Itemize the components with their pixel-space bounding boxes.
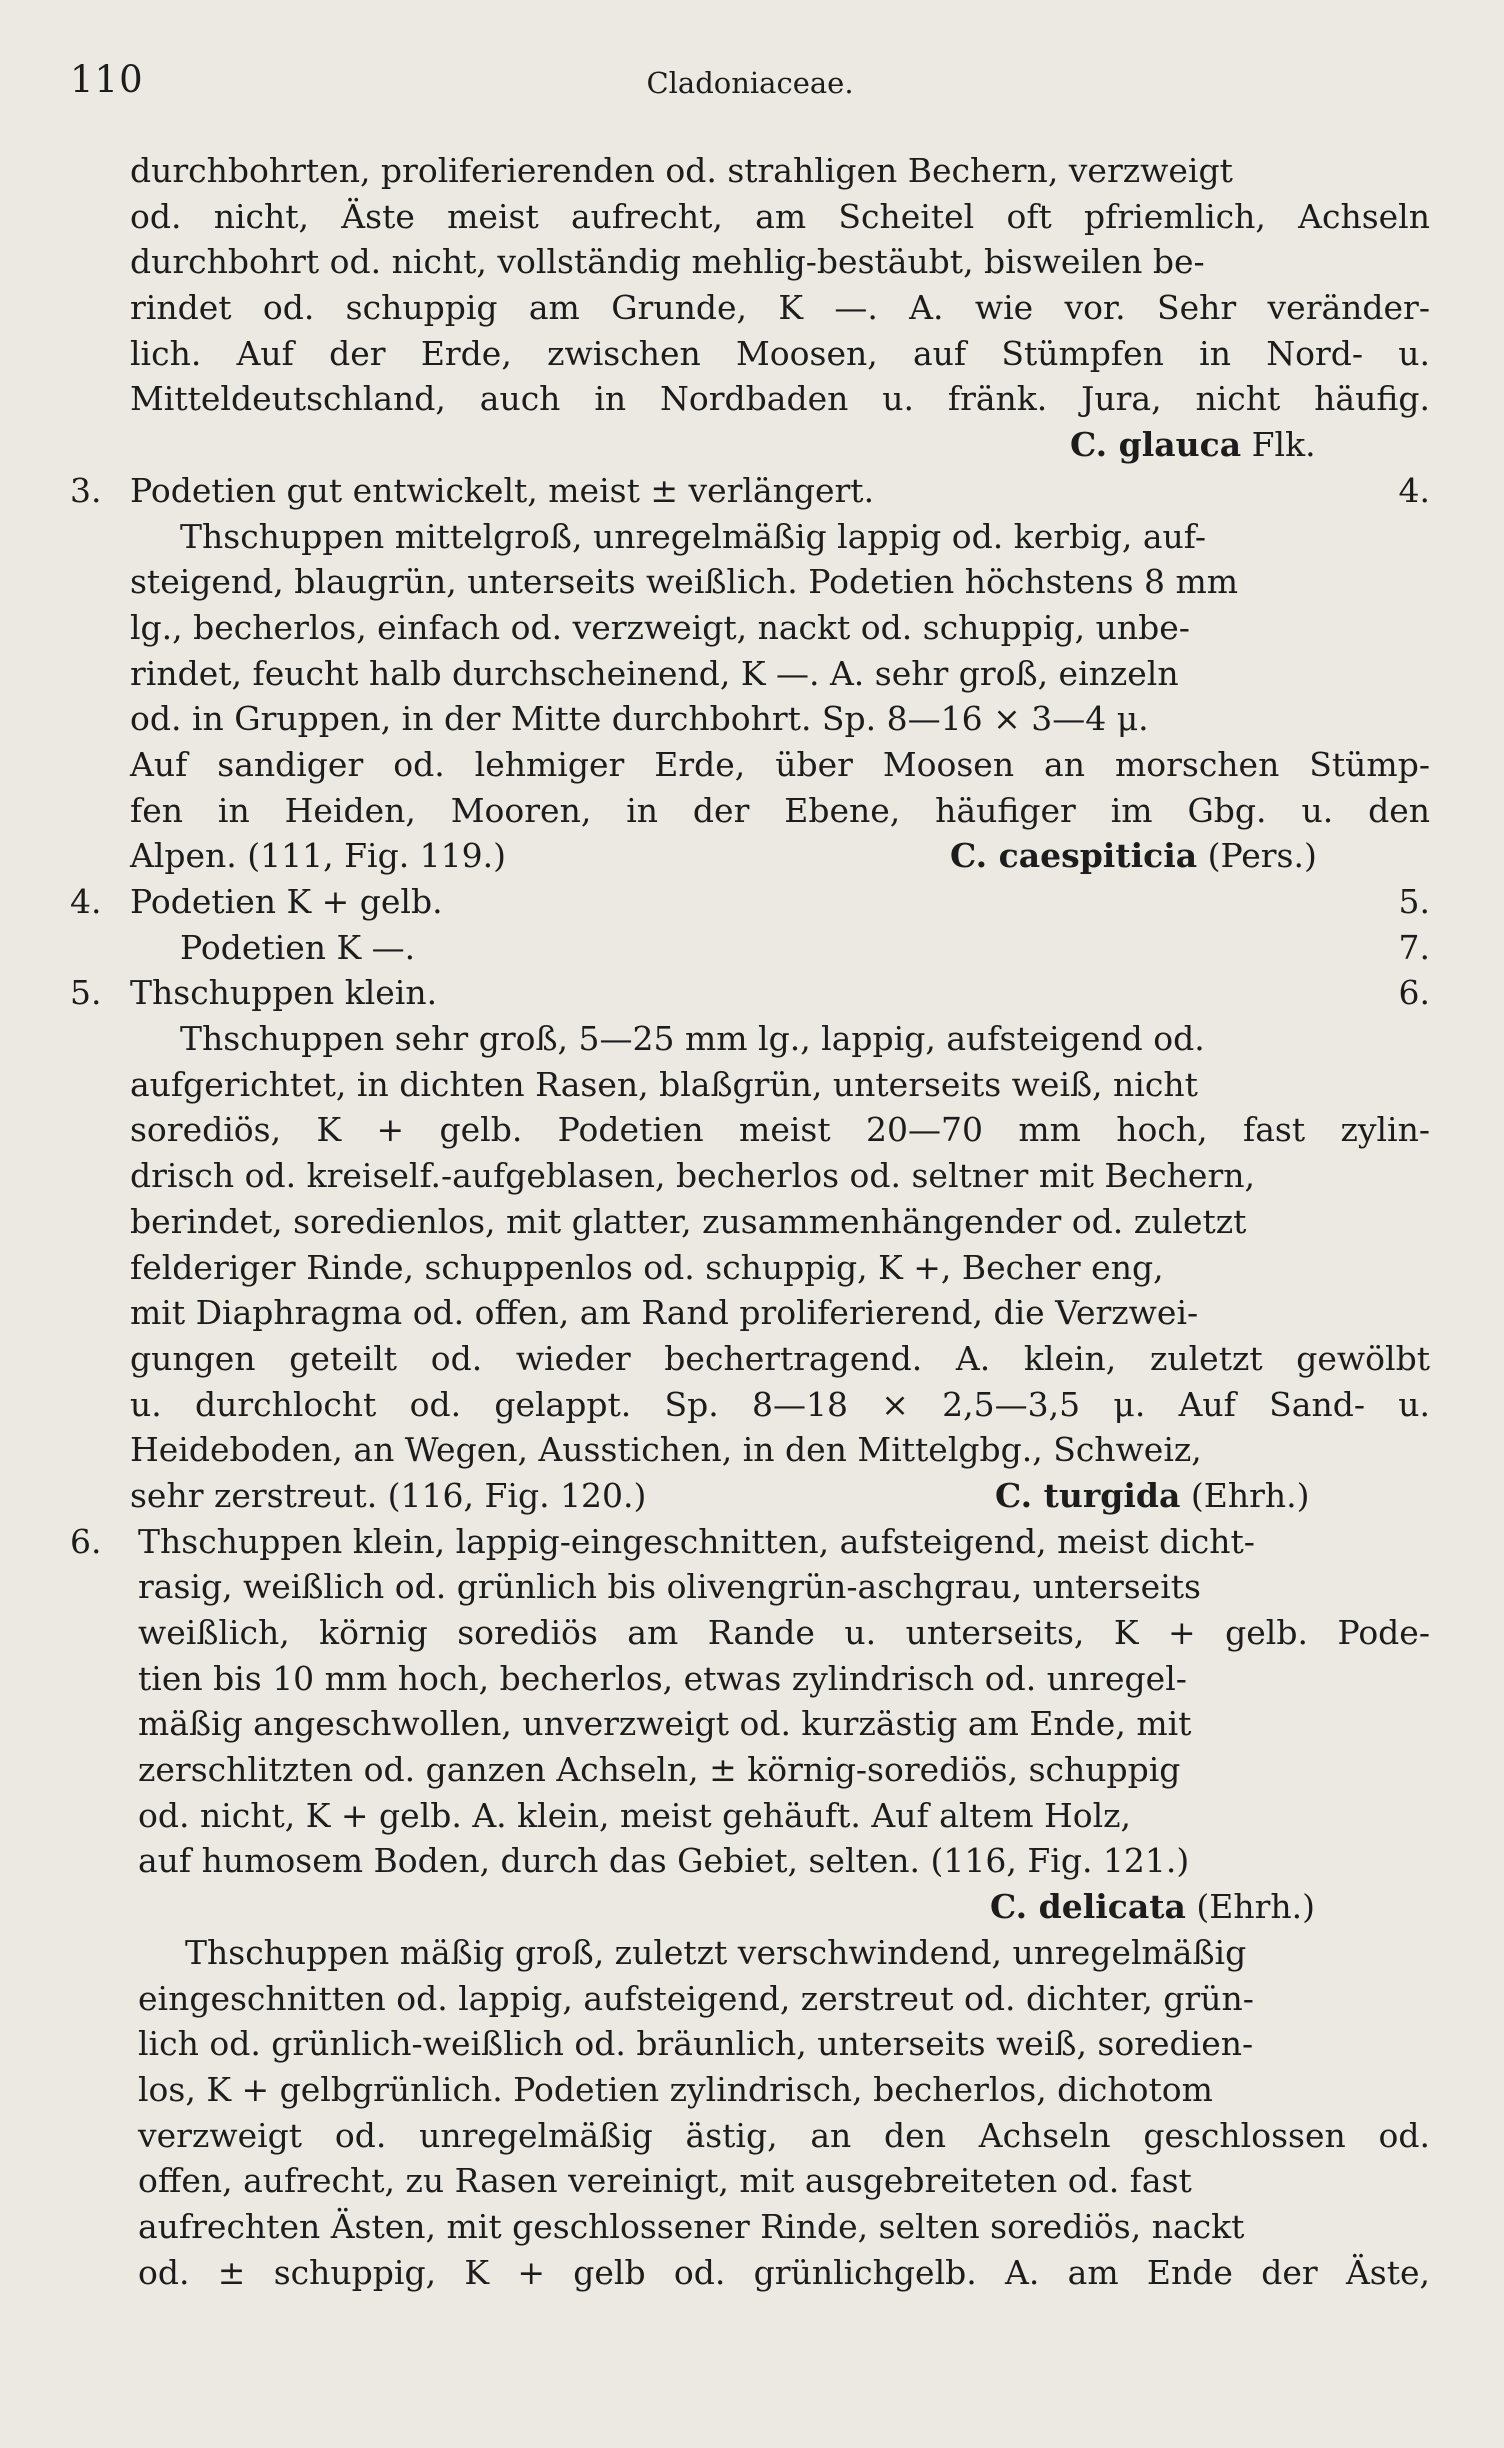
line-text: eingeschnitten od. lappig, aufsteigend, zerstreut od. dichter, grün- (138, 1978, 1254, 2018)
key-reference: 4. (1398, 470, 1430, 510)
line-text: Thschuppen klein. (130, 973, 438, 1013)
species-author: (Ehrh.) (1196, 1887, 1316, 1927)
line-text: sehr zerstreut. (116, Fig. 120.) (130, 1475, 647, 1515)
text-line (70, 1884, 1430, 1930)
species-binomial: C. delicata (990, 1887, 1186, 1927)
key-reference: 7. (1398, 927, 1430, 967)
text-line (70, 1473, 1430, 1519)
line-text: durchbohrt od. nicht, vollständig mehlig-bestäubt, bisweilen be- (130, 242, 1205, 282)
key-reference: 6. (1398, 973, 1430, 1013)
text-line (70, 1336, 1430, 1382)
text-line (70, 1153, 1430, 1199)
line-text: los, K + gelbgrünlich. Podetien zylindrisch, becherlos, dichotom (138, 2069, 1213, 2109)
text-line (70, 1016, 1430, 1062)
page-number: 110 (70, 58, 144, 101)
line-text: aufgerichtet, in dichten Rasen, blaßgrün, unterseits weiß, nicht (130, 1064, 1198, 1104)
text-line (70, 833, 1430, 879)
text-line (70, 1930, 1430, 1976)
text-line (70, 1564, 1430, 1610)
line-text: Auf sandiger od. lehmiger Erde, über Moosen an morschen Stümp- (130, 744, 1430, 784)
text-line (70, 239, 1430, 285)
text-line (70, 2021, 1430, 2067)
line-text: mäßig angeschwollen, unverzweigt od. kurzästig am Ende, mit (138, 1704, 1192, 1744)
species-binomial: C. caespiticia (950, 836, 1198, 876)
line-text: od. in Gruppen, in der Mitte durchbohrt. Sp. 8—16 × 3—4 μ. (130, 699, 1149, 739)
line-text: u. durchlocht od. gelappt. Sp. 8—18 × 2,5—3,5 μ. Auf Sand- u. (130, 1384, 1430, 1424)
key-number: 5. (70, 973, 102, 1013)
line-text: Thschuppen sehr groß, 5—25 mm lg., lappig, aufsteigend od. (180, 1019, 1205, 1059)
line-text: sorediös, K + gelb. Podetien meist 20—70 mm hoch, fast zylin- (130, 1110, 1430, 1150)
line-text: lich. Auf der Erde, zwischen Moosen, auf Stümpfen in Nord- u. (130, 333, 1430, 373)
text-line (70, 788, 1430, 834)
text-line (70, 1976, 1430, 2022)
line-text: Podetien K —. (180, 927, 416, 967)
text-line (70, 468, 1430, 514)
text-line (70, 2158, 1430, 2204)
key-number: 3. (70, 470, 102, 510)
line-text: Thschuppen mäßig groß, zuletzt verschwindend, unregelmäßig (185, 1932, 1247, 1972)
line-text: berindet, soredienlos, mit glatter, zusammenhängender od. zuletzt (130, 1201, 1247, 1241)
line-text: zerschlitzten od. ganzen Achseln, ± körnig-sorediös, schuppig (138, 1750, 1181, 1790)
line-text: felderiger Rinde, schuppenlos od. schuppig, K +, Becher eng, (130, 1247, 1164, 1287)
text-line (70, 1107, 1430, 1153)
species-binomial: C. turgida (995, 1475, 1181, 1515)
species-binomial: C. glauca (1070, 425, 1242, 465)
line-text: durchbohrten, proliferierenden od. strahligen Bechern, verzweigt (130, 151, 1233, 190)
text-line (70, 194, 1430, 240)
line-text: Heideboden, an Wegen, Ausstichen, in den Mittelgbg., Schweiz, (130, 1430, 1202, 1470)
text-line (70, 331, 1430, 377)
text-line (70, 2250, 1430, 2296)
line-text: Thschuppen mittelgroß, unregelmäßig lappig od. kerbig, auf- (180, 516, 1206, 556)
text-line (70, 514, 1430, 560)
species-author: (Pers.) (1207, 836, 1317, 876)
text-line (70, 605, 1430, 651)
line-text: rindet od. schuppig am Grunde, K —. A. wie vor. Sehr veränder- (130, 288, 1430, 328)
key-text-block (70, 148, 1430, 2295)
line-text: rasig, weißlich od. grünlich bis olivengrün-aschgrau, unterseits (138, 1567, 1201, 1607)
line-text: rindet, feucht halb durchscheinend, K —. A. sehr groß, einzeln (130, 653, 1179, 693)
line-text: od. nicht, Äste meist aufrecht, am Scheitel oft pfriemlich, Achseln (130, 196, 1430, 236)
text-line (70, 559, 1430, 605)
line-text: tien bis 10 mm hoch, becherlos, etwas zylindrisch od. unregel- (138, 1658, 1187, 1698)
line-text: offen, aufrecht, zu Rasen vereinigt, mit ausgebreiteten od. fast (138, 2161, 1192, 2201)
text-line (70, 1701, 1430, 1747)
text-line (70, 696, 1430, 742)
line-text: gungen geteilt od. wieder bechertragend. A. klein, zuletzt gewölbt (130, 1338, 1430, 1378)
line-text: Podetien K + gelb. (130, 882, 443, 921)
line-text: Alpen. (111, Fig. 119.) (130, 836, 507, 876)
text-line (70, 1656, 1430, 1702)
line-text: fen in Heiden, Mooren, in der Ebene, häufiger im Gbg. u. den (130, 790, 1430, 830)
line-text: lich od. grünlich-weißlich od. bräunlich, unterseits weiß, soredien- (138, 2024, 1254, 2064)
running-head: Cladoniaceae. (646, 66, 854, 100)
text-line (70, 285, 1430, 331)
line-text: aufrechten Ästen, mit geschlossener Rinde, selten sorediös, nackt (138, 2206, 1245, 2246)
line-text: auf humosem Boden, durch das Gebiet, selten. (116, Fig. 121.) (138, 1841, 1190, 1881)
text-line (70, 1427, 1430, 1473)
text-line (70, 1290, 1430, 1336)
text-line (70, 1793, 1430, 1839)
text-line (70, 1062, 1430, 1108)
text-line (70, 879, 1430, 925)
line-text: drisch od. kreiself.-aufgeblasen, becherlos od. seltner mit Bechern, (130, 1156, 1255, 1196)
text-line (70, 1519, 1430, 1565)
line-text: steigend, blaugrün, unterseits weißlich. Podetien höchstens 8 mm (130, 562, 1239, 602)
line-text: Podetien gut entwickelt, meist ± verlängert. (130, 470, 875, 510)
line-text: Mitteldeutschland, auch in Nordbaden u. fränk. Jura, nicht häufig. (130, 379, 1430, 419)
text-line (70, 742, 1430, 788)
line-text: Thschuppen klein, lappig-eingeschnitten, aufsteigend, meist dicht- (138, 1521, 1255, 1561)
text-line (70, 1199, 1430, 1245)
line-text: od. nicht, K + gelb. A. klein, meist gehäuft. Auf altem Holz, (138, 1795, 1132, 1835)
line-text: verzweigt od. unregelmäßig ästig, an den Achseln geschlossen od. (138, 2115, 1430, 2155)
line-text: lg., becherlos, einfach od. verzweigt, nackt od. schuppig, unbe- (130, 607, 1190, 647)
text-line (70, 2113, 1430, 2159)
line-text: weißlich, körnig sorediös am Rande u. unterseits, K + gelb. Pode- (138, 1613, 1430, 1652)
text-line (70, 1838, 1430, 1884)
text-line (70, 651, 1430, 697)
text-line (70, 2204, 1430, 2250)
text-line (70, 148, 1430, 194)
species-name (995, 1473, 1309, 1519)
key-number: 6. (70, 1521, 102, 1561)
page-header (70, 58, 1430, 118)
species-name (1070, 422, 1316, 468)
text-line (70, 376, 1430, 422)
text-line (70, 2067, 1430, 2113)
text-line (70, 1382, 1430, 1428)
key-number: 4. (70, 882, 102, 921)
species-author: (Ehrh.) (1190, 1475, 1310, 1515)
text-line (70, 422, 1430, 468)
text-line (70, 925, 1430, 971)
key-reference: 5. (1398, 882, 1430, 921)
species-author: Flk. (1251, 425, 1316, 465)
text-line (70, 1747, 1430, 1793)
text-line (70, 1610, 1430, 1656)
line-text: od. ± schuppig, K + gelb od. grünlichgelb. A. am Ende der Äste, (138, 2252, 1430, 2292)
line-text: mit Diaphragma od. offen, am Rand proliferierend, die Verzwei- (130, 1293, 1199, 1333)
text-line (70, 970, 1430, 1016)
species-name (990, 1884, 1315, 1930)
text-line (70, 1245, 1430, 1291)
species-name (950, 833, 1317, 879)
